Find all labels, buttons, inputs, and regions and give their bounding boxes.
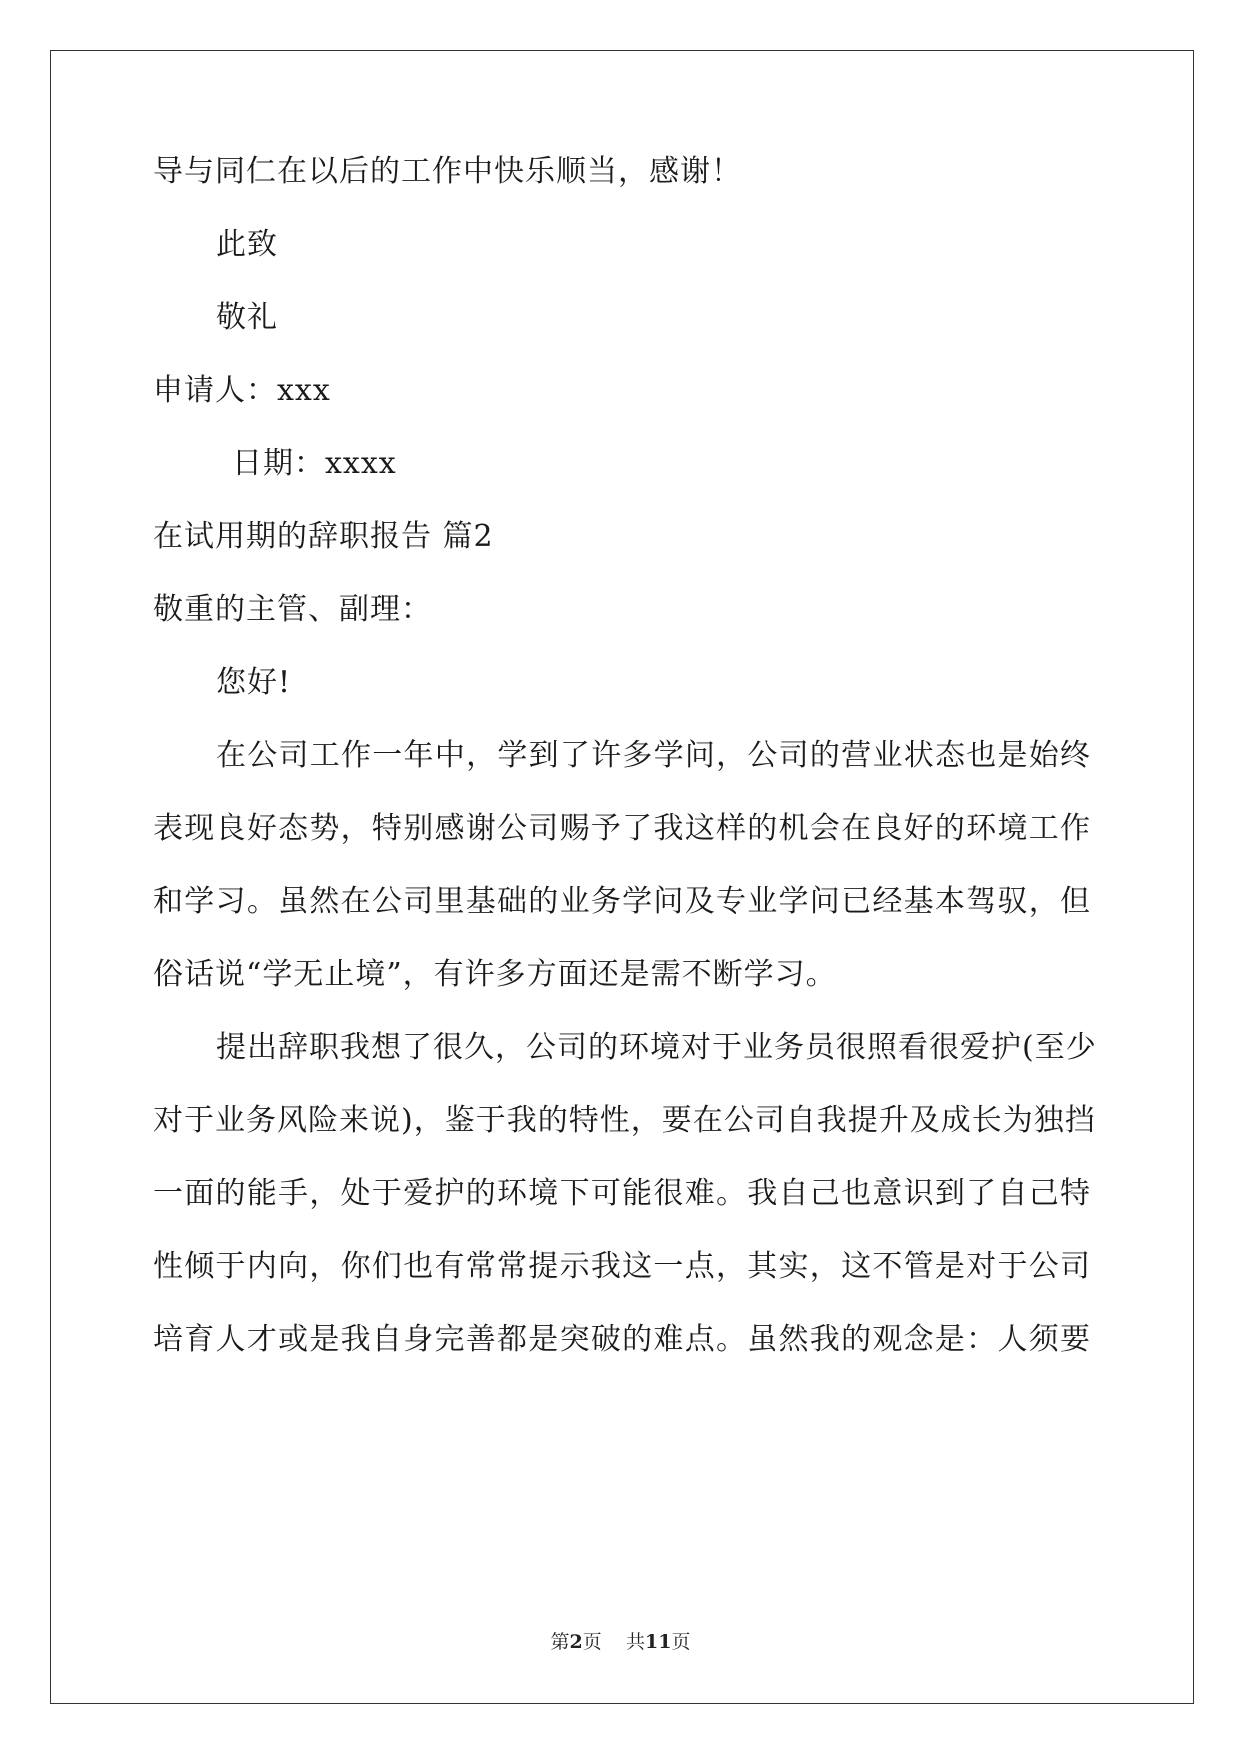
footer-total-prefix: 共 (625, 1631, 645, 1653)
paragraph-2-line-5: 培育人才或是我自身完善都是突破的难点。虽然我的观念是：人须要 (153, 1322, 1091, 1357)
page-footer (0, 1630, 1241, 1654)
paragraph-1-line-4: 俗话说“学无止境”，有许多方面还是需不断学习。 (153, 957, 837, 992)
footer-page-unit: 页 (582, 1631, 602, 1653)
paragraph-1-line-2: 表现良好态势，特别感谢公司赐予了我这样的机会在良好的环境工作 (153, 811, 1091, 846)
text-line-greeting: 您好! (216, 665, 292, 700)
footer-prefix: 第 (550, 1631, 570, 1653)
footer-page-number: 2 (569, 1631, 583, 1653)
paragraph-2-line-1: 提出辞职我想了很久，公司的环境对于业务员很照看很爱护(至少 (216, 1030, 1097, 1065)
text-line-date: 日期：xxxx (232, 446, 397, 481)
footer-total-unit: 页 (671, 1631, 691, 1653)
paragraph-2-line-4: 性倾于内向，你们也有常常提示我这一点，其实，这不管是对于公司 (153, 1249, 1091, 1284)
paragraph-1-line-1: 在公司工作一年中，学到了许多学问，公司的营业状态也是始终 (216, 738, 1091, 773)
section-heading: 在试用期的辞职报告 篇2 (153, 519, 494, 554)
paragraph-1-line-3: 和学习。虽然在公司里基础的业务学问及专业学问已经基本驾驭，但 (153, 884, 1091, 919)
paragraph-2-line-2: 对于业务风险来说)，鉴于我的特性，要在公司自我提升及成长为独挡 (153, 1103, 1096, 1138)
footer-total-pages: 11 (644, 1631, 672, 1653)
text-line-closing-wish: 导与同仁在以后的工作中快乐顺当，感谢！ (153, 154, 742, 189)
text-line-applicant: 申请人：xxx (153, 373, 331, 408)
text-line-greeting-addressee: 敬重的主管、副理： (153, 592, 432, 627)
text-line-salutation-cizhi: 此致 (216, 227, 278, 262)
text-line-salutation-jingli: 敬礼 (216, 300, 278, 335)
paragraph-2-line-3: 一面的能手，处于爱护的环境下可能很难。我自己也意识到了自己特 (153, 1176, 1091, 1211)
